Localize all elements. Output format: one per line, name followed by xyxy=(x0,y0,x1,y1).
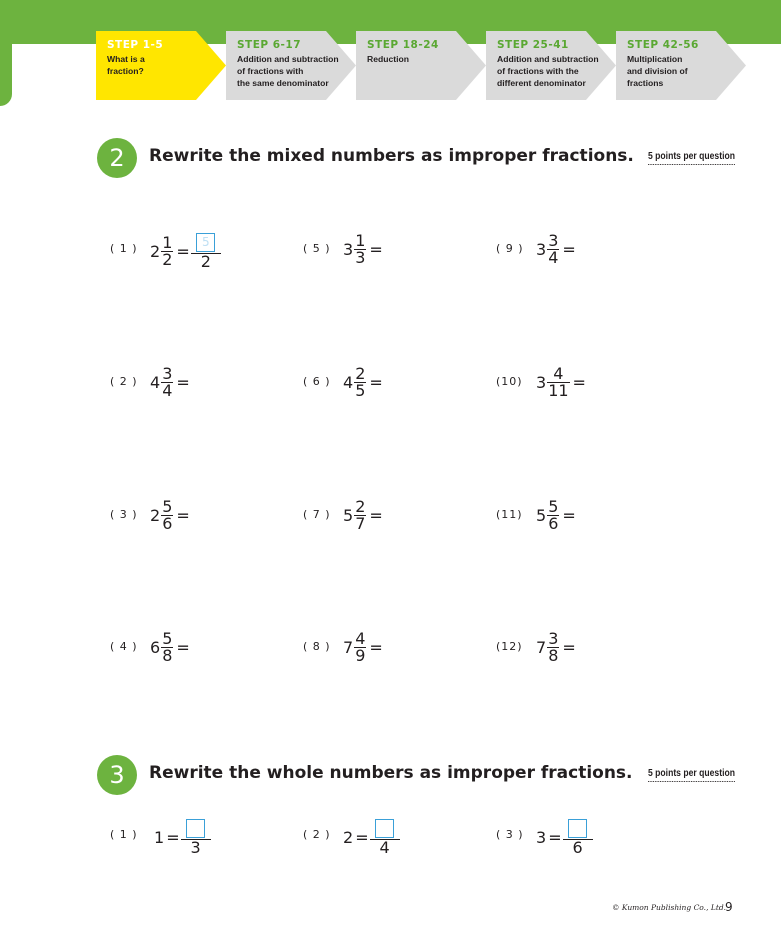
equals-sign: = xyxy=(355,827,369,847)
whole-number: 3 xyxy=(536,827,547,847)
equals-sign: = xyxy=(548,827,562,847)
fraction: $\frac{5}{8}$ xyxy=(162,628,173,665)
fraction-expression xyxy=(150,495,190,535)
section-2-points: 5 points per question xyxy=(648,151,735,165)
section-3-points: 5 points per question xyxy=(648,768,735,782)
fraction-expression xyxy=(154,817,212,857)
page-number: 9 xyxy=(725,900,733,914)
fraction-expression xyxy=(536,229,576,269)
step-42-56 xyxy=(616,31,754,100)
question-number: ( 3 ) xyxy=(496,828,524,841)
question-number: ( 2 ) xyxy=(303,828,331,841)
whole-number: 3 xyxy=(343,239,354,259)
whole-number: 2 xyxy=(343,827,354,847)
whole-number: 5 xyxy=(343,505,354,525)
fraction: $\frac{3}{8}$ xyxy=(548,628,559,665)
whole-number: 1 xyxy=(154,827,165,847)
equals-sign: = xyxy=(369,505,383,525)
section-2-number: 2 xyxy=(97,138,137,178)
section-3-title: Rewrite the whole numbers as improper fractions. xyxy=(149,763,633,783)
equals-sign: = xyxy=(369,239,383,259)
answer-fraction: 6 xyxy=(563,819,593,856)
step-description: What is a fraction? xyxy=(107,54,145,76)
equals-sign: = xyxy=(166,827,180,847)
whole-number: 6 xyxy=(150,637,161,657)
question-number: ( 4 ) xyxy=(110,640,138,653)
fraction-expression xyxy=(536,817,594,857)
copyright: © Kumon Publishing Co., Ltd. xyxy=(612,903,727,912)
step-description: Reduction xyxy=(367,54,410,64)
step-range: STEP 25-41 xyxy=(497,39,569,51)
fraction: $\frac{3}{4}$ xyxy=(548,230,559,267)
equals-sign: = xyxy=(369,372,383,392)
fraction-expression xyxy=(536,362,586,402)
equals-sign: = xyxy=(562,637,576,657)
question-number: ( 1 ) xyxy=(110,242,138,255)
fraction: $\frac{5}{6}$ xyxy=(548,496,559,533)
question-number: ( 9 ) xyxy=(496,242,524,255)
step-6-17 xyxy=(226,31,364,100)
question-number: ( 8 ) xyxy=(303,640,331,653)
fraction-expression xyxy=(536,495,576,535)
whole-number: 7 xyxy=(343,637,354,657)
fraction-expression xyxy=(343,627,383,667)
step-range: STEP 18-24 xyxy=(367,39,439,51)
equals-sign: = xyxy=(369,637,383,657)
step-range: STEP 42-56 xyxy=(627,39,699,51)
fraction-expression xyxy=(150,362,190,402)
question-number: ( 5 ) xyxy=(303,242,331,255)
question-number: ( 1 ) xyxy=(110,828,138,841)
whole-number: 3 xyxy=(536,372,547,392)
fraction: $\frac{2}{7}$ xyxy=(355,496,366,533)
equals-sign: = xyxy=(176,241,190,261)
answer-fraction: $\frac{5}{2}$ xyxy=(191,233,221,270)
fraction: $\frac{4}{11}$ xyxy=(548,363,569,400)
answer-fraction: 3 xyxy=(181,819,211,856)
fraction: $\frac{3}{4}$ xyxy=(162,363,173,400)
question-number: ( 3 ) xyxy=(110,508,138,521)
step-description: Addition and subtraction of fractions with the same denominator xyxy=(237,54,339,88)
answer-box[interactable] xyxy=(186,819,205,838)
step-range: STEP 6-17 xyxy=(237,39,302,51)
question-number: (12) xyxy=(496,640,523,653)
equals-sign: = xyxy=(562,239,576,259)
fraction-expression xyxy=(150,231,222,271)
section-2-title: Rewrite the mixed numbers as improper fractions. xyxy=(149,146,634,166)
equals-sign: = xyxy=(572,372,586,392)
answer-box[interactable]: 5 xyxy=(196,233,215,252)
fraction-expression xyxy=(343,229,383,269)
equals-sign: = xyxy=(562,505,576,525)
fraction-expression xyxy=(343,817,401,857)
header-side-tab xyxy=(0,0,12,106)
step-range: STEP 1-5 xyxy=(107,39,164,51)
fraction: $\frac{1}{3}$ xyxy=(355,230,366,267)
whole-number: 7 xyxy=(536,637,547,657)
fraction-expression xyxy=(536,627,576,667)
question-number: ( 2 ) xyxy=(110,375,138,388)
equals-sign: = xyxy=(176,637,190,657)
question-number: (10) xyxy=(496,375,523,388)
whole-number: 3 xyxy=(536,239,547,259)
fraction-expression xyxy=(343,362,383,402)
whole-number: 2 xyxy=(150,505,161,525)
fraction: $\frac{2}{5}$ xyxy=(355,363,366,400)
step-description: Multiplication and division of fractions xyxy=(627,54,688,88)
answer-box[interactable] xyxy=(375,819,394,838)
question-number: ( 7 ) xyxy=(303,508,331,521)
step-25-41 xyxy=(486,31,624,100)
equals-sign: = xyxy=(176,505,190,525)
whole-number: 5 xyxy=(536,505,547,525)
whole-number: 2 xyxy=(150,241,161,261)
whole-number: 4 xyxy=(343,372,354,392)
equals-sign: = xyxy=(176,372,190,392)
whole-number: 4 xyxy=(150,372,161,392)
question-number: (11) xyxy=(496,508,523,521)
fraction-expression xyxy=(150,627,190,667)
answer-box[interactable] xyxy=(568,819,587,838)
step-18-24 xyxy=(356,31,494,100)
section-3-number: 3 xyxy=(97,755,137,795)
step-1-5 xyxy=(96,31,234,100)
answer-fraction: 4 xyxy=(370,819,400,856)
fraction-expression xyxy=(343,495,383,535)
step-description: Addition and subtraction of fractions with the different denominator xyxy=(497,54,599,88)
fraction: $\frac{4}{9}$ xyxy=(355,628,366,665)
fraction: $\frac{5}{6}$ xyxy=(162,496,173,533)
question-number: ( 6 ) xyxy=(303,375,331,388)
fraction: $\frac{1}{2}$ xyxy=(162,232,173,269)
